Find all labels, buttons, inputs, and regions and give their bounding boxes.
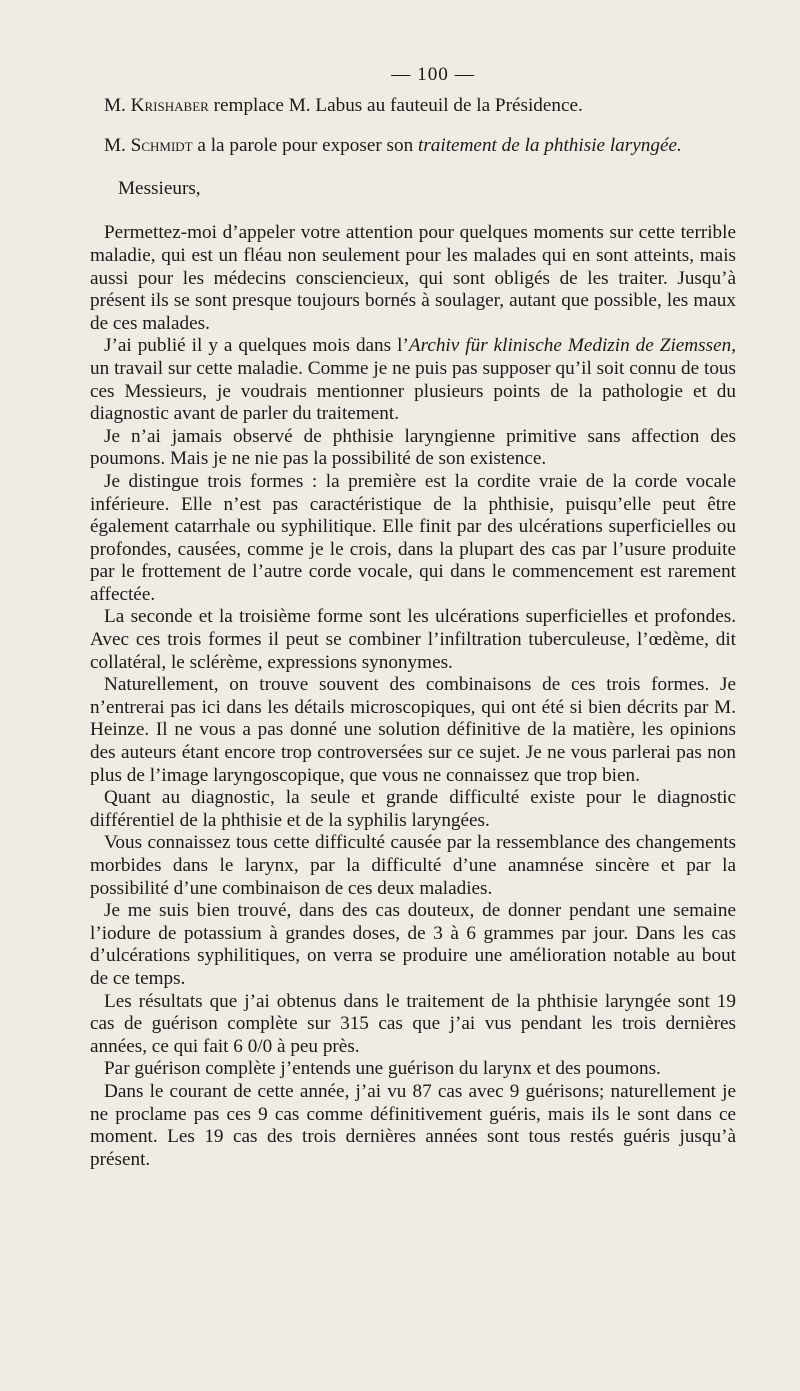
paragraph-2: [90, 335, 736, 425]
talk-title: traitement de la phthisie laryngée.: [418, 135, 682, 157]
paragraph-6: Naturellement, on trouve souvent des combinaisons de ces trois formes. Je n’entrerai pas ici dans les détails microscopiques, qui ont été si bien décrits par M. Heinze. Il ne vous a pas donné une solution définitive de la matière, les opinions des auteurs étant encore trop controversées sur ce sujet. Je ne vous parlerai pas non plus de l’image laryngoscopique, que vous ne connaissez que trop bien.: [90, 674, 736, 786]
paragraph-3: Je n’ai jamais observé de phthisie laryngienne primitive sans affection des poumons. Mais je ne nie pas la possibilité de son existence.: [90, 425, 736, 470]
announcement-text: a la parole pour exposer son: [192, 135, 418, 157]
paragraph-11: Par guérison complète j’entends une guérison du larynx et des poumons.: [104, 1058, 661, 1080]
paragraph-9: Je me suis bien trouvé, dans des cas douteux, de donner pendant une semaine l’iodure de potassium à grandes doses, de 3 à 6 grammes par jour. Dans les cas d’ulcérations syphilitiques, on verra se produire une amélioration notable au bout de ce temps.: [90, 900, 736, 989]
paragraph-text: J’ai publié il y a quelques mois dans l’: [104, 335, 409, 357]
paragraph-8: Vous connaissez tous cette difficulté causée par la ressemblance des changements morbides dans le larynx, par la difficulté d’une anamnése sincère et par la possibilité d’une combinaison de ces deux maladies.: [90, 832, 736, 899]
paragraph-7: Quant au diagnostic, la seule et grande difficulté existe pour le diagnostic différentiel de la phthisie et de la syphilis laryngées.: [90, 787, 736, 831]
paragraph-5: La seconde et la troisième forme sont les ulcérations superficielles et profondes. Avec ces trois formes il peut se combiner l’infiltration tuberculeuse, l’œdème, dit collatéral, le sclérème, expressions synonymes.: [90, 606, 736, 673]
announcement-schmidt: [90, 135, 736, 158]
announcement-krishaber: [90, 95, 736, 118]
salutation: Messieurs,: [118, 177, 201, 199]
page-number: — 100 —: [391, 64, 475, 85]
paragraph-4: Je distingue trois formes : la première est la cordite vraie de la corde vocale inférieure. Elle n’est pas caractéristique de la phthisie, puisqu’elle peut être également catarrhale ou syphilitique. Elle finit par des ulcérations superficielles ou profondes, causées, comme je le crois, dans la plupart des cas par l’usure produite par le frottement de l’autre corde vocale, qui dans le commencement est rarement affectée.: [90, 470, 736, 605]
paragraph-12: Dans le courant de cette année, j’ai vu 87 cas avec 9 guérisons; naturellement je ne proclame pas ces 9 cas comme définitivement guéris, mais ils le sont dans ce moment. Les 19 cas des trois dernières années sont tous restés guéris jusqu’à présent.: [90, 1080, 736, 1170]
paragraph-10: Les résultats que j’ai obtenus dans le traitement de la phthisie laryngée sont 19 cas de guérison complète sur 315 cas que j’ai vus pendant les trois dernières années, ce qui fait 6 0/0 à peu près.: [90, 990, 736, 1057]
paragraph-text: un travail sur cette maladie. Comme je ne puis pas supposer qu’il soit connu de tous ces Messieurs, je voudrais mentionner plusieurs points de la pathologie et du diagnostic avant de parler du traitement.: [90, 357, 736, 425]
document-page: [90, 64, 736, 1171]
announcement-text: remplace M. Labus au fauteuil de la Présidence.: [208, 94, 583, 116]
speaker-name: M. Schmidt: [104, 135, 193, 157]
paragraph-1: Permettez-moi d’appeler votre attention pour quelques moments sur cette terrible maladie, qui est un fléau non seulement pour les malades qui en sont atteints, mais aussi pour les médecins consciencieux, qui sont obligés de les traiter. Jusqu’à présent ils se sont presque toujours bornés à soulager, autant que possible, les maux de ces malades.: [90, 222, 736, 334]
journal-title: Archiv für klinische Medizin de Ziemssen,: [408, 335, 736, 357]
speaker-name: M. Krishaber: [104, 94, 209, 116]
